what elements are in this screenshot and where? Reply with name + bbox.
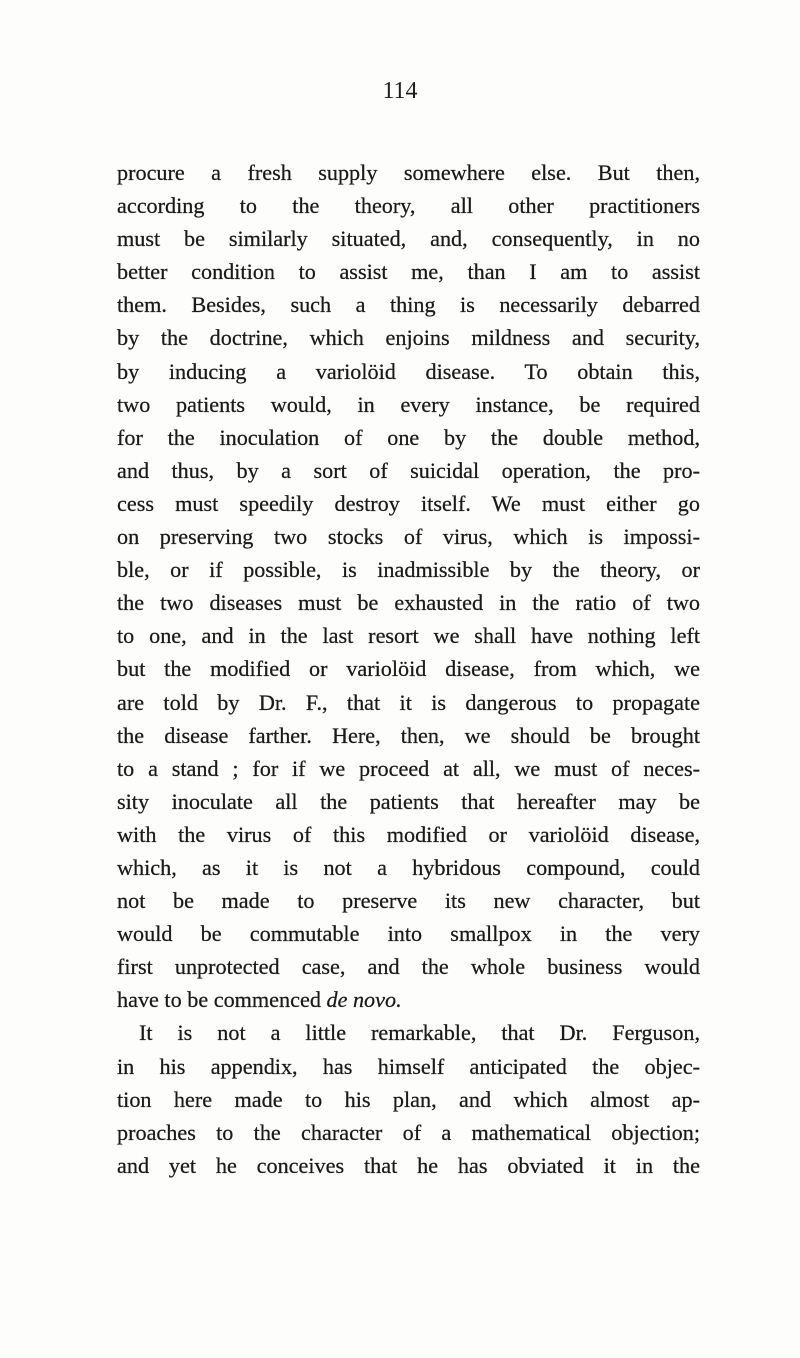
text-line: ble, or if possible, is inadmissible by the theory, or	[117, 557, 700, 583]
text-line: not be made to preserve its new character, but	[117, 888, 700, 914]
page-number: 114	[382, 78, 418, 104]
text-line: the two diseases must be exhausted in the ratio of two	[117, 590, 700, 616]
text-line: two patients would, in every instance, be required	[117, 391, 700, 417]
body-text	[117, 156, 700, 1182]
text-line: to a stand ; for if we proceed at all, we must of neces-	[117, 755, 700, 781]
text-line: sity inoculate all the patients that hereafter may be	[117, 788, 700, 814]
text-line: according to the theory, all other practitioners	[117, 193, 700, 219]
final-line-text: have to be commenced	[117, 987, 321, 1013]
text-line: with the virus of this modified or variolöid disease,	[117, 821, 700, 847]
text-line-final	[117, 983, 700, 1016]
italic-phrase: de novo.	[326, 987, 402, 1013]
text-line: tion here made to his plan, and which almost ap-	[117, 1086, 700, 1112]
text-line: which, as it is not a hybridous compound, could	[117, 854, 700, 880]
text-line: would be commutable into smallpox in the very	[117, 921, 700, 947]
text-line: in his appendix, has himself anticipated the objec-	[117, 1053, 700, 1079]
text-line: on preserving two stocks of virus, which is impossi-	[117, 524, 700, 550]
text-line: for the inoculation of one by the double method,	[117, 424, 700, 450]
text-line: to one, and in the last resort we shall have nothing left	[117, 623, 700, 649]
text-line: proaches to the character of a mathematical objection;	[117, 1119, 700, 1145]
text-line: better condition to assist me, than I am to assist	[117, 259, 700, 285]
text-line: by inducing a variolöid disease. To obtain this,	[117, 358, 700, 384]
text-line: by the doctrine, which enjoins mildness and security,	[117, 325, 700, 351]
text-line: cess must speedily destroy itself. We must either go	[117, 490, 700, 516]
text-line: first unprotected case, and the whole business would	[117, 954, 700, 980]
text-line: are told by Dr. F., that it is dangerous to propagate	[117, 689, 700, 715]
text-line: It is not a little remarkable, that Dr. Ferguson,	[139, 1020, 700, 1046]
text-line: and thus, by a sort of suicidal operation, the pro-	[117, 457, 700, 483]
text-line: them. Besides, such a thing is necessarily debarred	[117, 292, 700, 318]
text-line: and yet he conceives that he has obviated it in the	[117, 1152, 700, 1178]
text-line: must be similarly situated, and, consequently, in no	[117, 226, 700, 252]
text-line: procure a fresh supply somewhere else. But then,	[117, 160, 700, 185]
text-line: the disease farther. Here, then, we should be brought	[117, 722, 700, 748]
text-line: but the modified or variolöid disease, from which, we	[117, 656, 700, 682]
